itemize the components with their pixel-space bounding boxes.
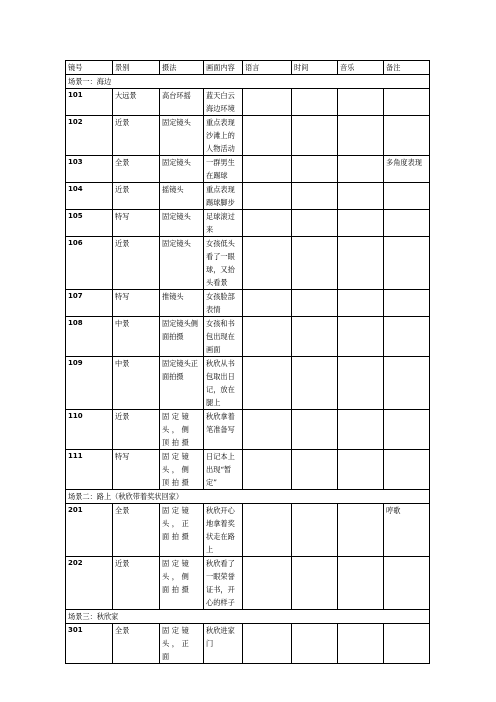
shot-size: 近景: [113, 237, 160, 290]
shot-size: 特写: [113, 450, 160, 490]
music-cell: [338, 557, 384, 610]
camera-method: 推镜头: [160, 290, 204, 317]
shot-number: 109: [66, 357, 113, 410]
dialogue-cell: [243, 210, 292, 237]
camera-method: 固定镜头侧面拍摄: [160, 317, 204, 357]
scene-content: 秋欣从书包取出日记，放在腿上: [204, 357, 243, 410]
dialogue-cell: [243, 317, 292, 357]
remark-cell: 哼歌: [384, 504, 430, 557]
header-remark: 备注: [384, 61, 430, 75]
camera-method: 高台环摇: [160, 89, 204, 116]
scene-title: 场景三：秋欣家: [66, 610, 430, 624]
camera-method: 固定镜头，正面拍摄: [160, 504, 204, 557]
shot-size: 近景: [113, 557, 160, 610]
remark-cell: [384, 410, 430, 450]
shot-row: [66, 317, 430, 357]
scene-content: 女孩低头看了一眼球，又抬头看景: [204, 237, 243, 290]
shot-row: [66, 183, 430, 210]
music-cell: [338, 156, 384, 183]
time-cell: [292, 183, 338, 210]
scene-content: 女孩脸部表情: [204, 290, 243, 317]
music-cell: [338, 357, 384, 410]
shot-size: 近景: [113, 183, 160, 210]
shot-number: 102: [66, 116, 113, 156]
camera-method: 固定镜头: [160, 237, 204, 290]
scene-title: 场景一：海边: [66, 75, 430, 89]
music-cell: [338, 183, 384, 210]
shot-row: [66, 557, 430, 610]
scene-content: 重点表现踢球脚步: [204, 183, 243, 210]
shot-number: 101: [66, 89, 113, 116]
scene-content: 重点表现沙滩上的人物活动: [204, 116, 243, 156]
time-cell: [292, 504, 338, 557]
music-cell: [338, 410, 384, 450]
scene-content: 秋欣看了一眼荣誉证书，开心的样子: [204, 557, 243, 610]
time-cell: [292, 450, 338, 490]
dialogue-cell: [243, 183, 292, 210]
dialogue-cell: [243, 504, 292, 557]
shot-row: [66, 89, 430, 116]
dialogue-cell: [243, 156, 292, 183]
camera-method: 固定镜头: [160, 156, 204, 183]
shot-number: 103: [66, 156, 113, 183]
camera-method: 固定镜头，侧顶拍摄: [160, 450, 204, 490]
dialogue-cell: [243, 237, 292, 290]
shot-size: 中景: [113, 317, 160, 357]
header-shot-no: 镜号: [66, 61, 113, 75]
scene-content: 足球滚过来: [204, 210, 243, 237]
scene-content: 一群男生在踢球: [204, 156, 243, 183]
scene-title: 场景二：路上（秋欣带着奖状回家）: [66, 490, 430, 504]
dialogue-cell: [243, 89, 292, 116]
header-shot-size: 景别: [113, 61, 160, 75]
time-cell: [292, 290, 338, 317]
time-cell: [292, 89, 338, 116]
music-cell: [338, 504, 384, 557]
time-cell: [292, 317, 338, 357]
shot-row: [66, 237, 430, 290]
remark-cell: [384, 557, 430, 610]
music-cell: [338, 116, 384, 156]
shot-size: 大远景: [113, 89, 160, 116]
camera-method: 固定镜头，正面: [160, 624, 204, 664]
remark-cell: [384, 357, 430, 410]
camera-method: 固定镜头，侧面拍摄: [160, 557, 204, 610]
time-cell: [292, 116, 338, 156]
scene-content: 秋欣进家门: [204, 624, 243, 664]
camera-method: 固定镜头正面拍摄: [160, 357, 204, 410]
camera-method: 摇镜头: [160, 183, 204, 210]
shot-row: [66, 357, 430, 410]
shot-number: 110: [66, 410, 113, 450]
music-cell: [338, 624, 384, 664]
scene-content: 日记本上出现“暂定”: [204, 450, 243, 490]
camera-method: 固定镜头: [160, 210, 204, 237]
scene-content: 女孩和书包出现在画面: [204, 317, 243, 357]
dialogue-cell: [243, 410, 292, 450]
music-cell: [338, 290, 384, 317]
music-cell: [338, 450, 384, 490]
time-cell: [292, 557, 338, 610]
dialogue-cell: [243, 450, 292, 490]
shot-number: 108: [66, 317, 113, 357]
shot-size: 近景: [113, 116, 160, 156]
shot-row: [66, 290, 430, 317]
header-content: 画面内容: [204, 61, 243, 75]
shot-row: [66, 210, 430, 237]
dialogue-cell: [243, 624, 292, 664]
dialogue-cell: [243, 357, 292, 410]
shot-number: 201: [66, 504, 113, 557]
shot-number: 106: [66, 237, 113, 290]
remark-cell: [384, 183, 430, 210]
remark-cell: [384, 317, 430, 357]
header-music: 音乐: [338, 61, 384, 75]
scene-header-row: [66, 75, 430, 89]
scene-header-row: [66, 490, 430, 504]
shot-number: 104: [66, 183, 113, 210]
time-cell: [292, 624, 338, 664]
header-time: 时间: [292, 61, 338, 75]
music-cell: [338, 237, 384, 290]
remark-cell: [384, 210, 430, 237]
shot-row: [66, 410, 430, 450]
remark-cell: 多角度表现: [384, 156, 430, 183]
scene-header-row: [66, 610, 430, 624]
header-camera: 摄法: [160, 61, 204, 75]
remark-cell: [384, 89, 430, 116]
music-cell: [338, 89, 384, 116]
camera-method: 固定镜头，侧顶拍摄: [160, 410, 204, 450]
shot-number: 202: [66, 557, 113, 610]
time-cell: [292, 210, 338, 237]
camera-method: 固定镜头: [160, 116, 204, 156]
shot-size: 全景: [113, 624, 160, 664]
shot-size: 特写: [113, 290, 160, 317]
shot-row: [66, 156, 430, 183]
shot-number: 301: [66, 624, 113, 664]
shot-size: 特写: [113, 210, 160, 237]
music-cell: [338, 210, 384, 237]
time-cell: [292, 410, 338, 450]
remark-cell: [384, 237, 430, 290]
remark-cell: [384, 290, 430, 317]
shot-size: 全景: [113, 504, 160, 557]
shot-row: [66, 116, 430, 156]
storyboard-table: [65, 60, 430, 664]
dialogue-cell: [243, 116, 292, 156]
dialogue-cell: [243, 290, 292, 317]
time-cell: [292, 237, 338, 290]
header-row: [66, 61, 430, 75]
shot-number: 107: [66, 290, 113, 317]
dialogue-cell: [243, 557, 292, 610]
time-cell: [292, 156, 338, 183]
header-dialogue: 语言: [243, 61, 292, 75]
scene-content: 秋欣拿着笔准备写: [204, 410, 243, 450]
shot-size: 近景: [113, 410, 160, 450]
music-cell: [338, 317, 384, 357]
scene-content: 蓝天白云海边环境: [204, 89, 243, 116]
shot-number: 111: [66, 450, 113, 490]
shot-row: [66, 450, 430, 490]
remark-cell: [384, 624, 430, 664]
shot-size: 中景: [113, 357, 160, 410]
remark-cell: [384, 450, 430, 490]
shot-number: 105: [66, 210, 113, 237]
shot-row: [66, 624, 430, 664]
shot-row: [66, 504, 430, 557]
time-cell: [292, 357, 338, 410]
shot-size: 全景: [113, 156, 160, 183]
scene-content: 秋欣开心地拿着奖状走在路上: [204, 504, 243, 557]
remark-cell: [384, 116, 430, 156]
